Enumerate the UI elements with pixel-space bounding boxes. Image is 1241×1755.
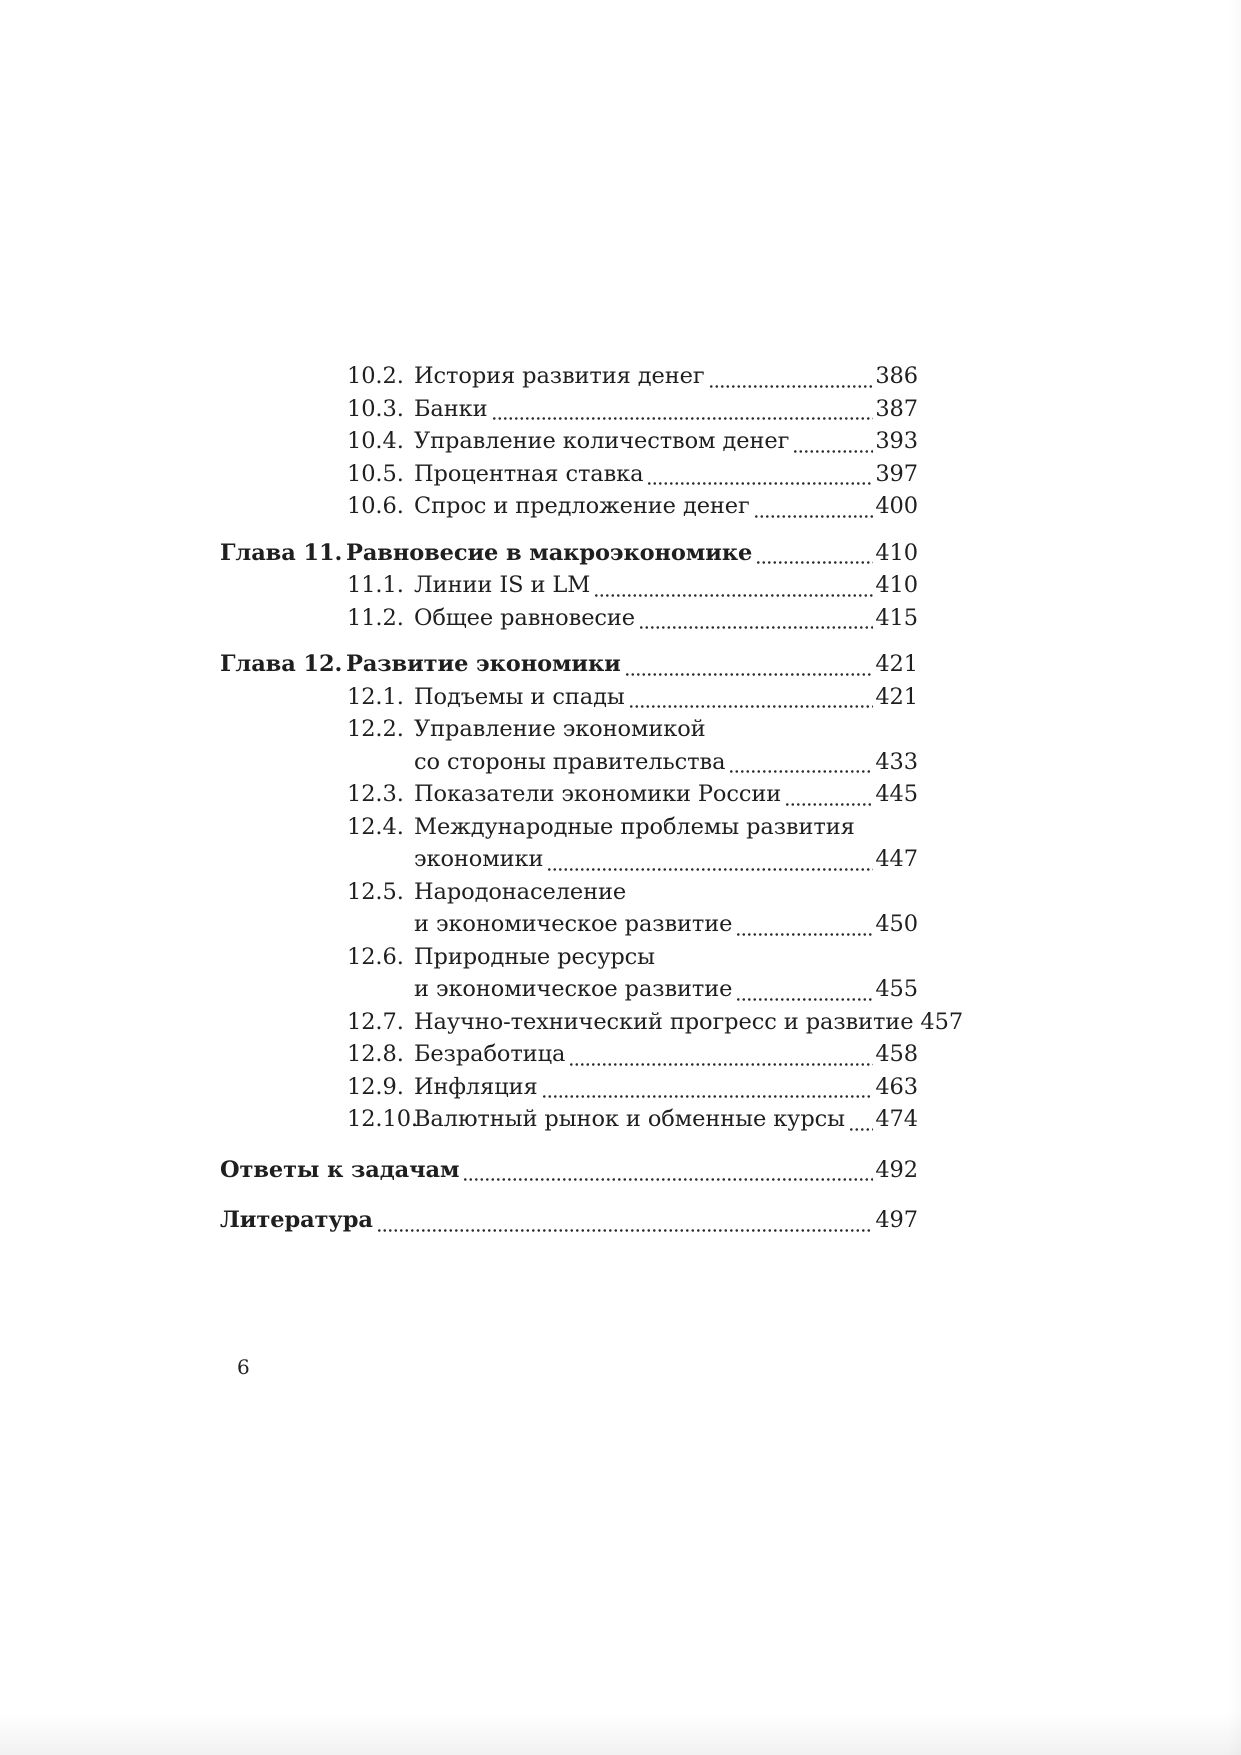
toc-entry-page: 387 (875, 395, 918, 422)
dot-leader (757, 561, 873, 564)
table-of-contents (220, 360, 964, 1237)
toc-entry-number: 12.3. (347, 781, 404, 807)
toc-entry (220, 746, 918, 779)
dot-leader (755, 515, 874, 518)
toc-entry-page: 386 (875, 363, 918, 389)
toc-entry-title: Ответы к задачам (220, 1156, 460, 1183)
toc-entry-title: экономики (414, 846, 544, 872)
toc-entry-page: 458 (875, 1041, 918, 1067)
toc-entry (220, 811, 918, 844)
toc-entry-title: Управление количеством денег (414, 428, 790, 454)
dot-leader (737, 933, 873, 936)
toc-entry (220, 713, 918, 746)
toc-entry (220, 1154, 918, 1187)
dot-leader (640, 626, 873, 629)
toc-entry-title: Банки (414, 395, 488, 422)
toc-entry (220, 602, 918, 635)
dot-leader (794, 450, 873, 453)
toc-entry-number: 11.2. (347, 604, 404, 631)
toc-entry-title: Валютный рынок и обменные курсы (414, 1106, 845, 1132)
toc-entry (220, 425, 918, 458)
toc-entry-number: 10.4. (347, 428, 404, 454)
toc-entry-number: 10.6. (347, 493, 404, 519)
toc-entry-page: 447 (875, 846, 918, 872)
toc-entry-number: 12.4. (347, 813, 404, 840)
toc-entry-page: 474 (875, 1106, 918, 1132)
toc-entry-title: Подъемы и спады (414, 683, 625, 710)
toc-entry-title: Природные ресурсы (414, 943, 655, 970)
toc-entry-title: Научно-технический прогресс и развитие (414, 1008, 914, 1035)
toc-entry-page: 421 (875, 683, 918, 710)
toc-entry-page: 457 (920, 1008, 964, 1035)
toc-entry (220, 393, 918, 426)
toc-entry-page: 421 (875, 651, 918, 677)
toc-entry-page: 400 (875, 493, 918, 519)
scan-shadow-bottom (0, 1713, 1241, 1755)
toc-entry (220, 843, 918, 876)
toc-entry-page: 455 (875, 976, 918, 1002)
dot-leader (648, 482, 873, 485)
toc-entry-number: 12.10. (347, 1106, 418, 1132)
toc-entry (220, 360, 918, 393)
toc-entry-title: Общее равновесие (414, 604, 636, 631)
toc-entry (220, 648, 918, 681)
toc-entry-page: 445 (875, 781, 918, 807)
toc-entry-title: Инфляция (414, 1073, 538, 1100)
toc-entry-number: 12.7. (347, 1008, 404, 1035)
toc-entry (220, 1071, 918, 1104)
toc-entry (220, 537, 918, 570)
toc-entry-page: 410 (875, 539, 918, 566)
toc-entry-number: 12.6. (347, 943, 404, 970)
toc-entry-title: Линии IS и LM (414, 572, 591, 598)
toc-entry-title: Спрос и предложение денег (414, 493, 750, 519)
dot-leader (595, 594, 873, 597)
dot-leader (493, 417, 874, 420)
toc-entry (220, 1103, 918, 1136)
toc-entry (220, 490, 918, 523)
toc-entry-number: 12.5. (347, 878, 404, 905)
toc-entry-number: Глава 11. (220, 539, 343, 566)
toc-entry-number: 12.1. (347, 683, 404, 710)
toc-entry-title: и экономическое развитие (414, 976, 733, 1002)
toc-entry (220, 908, 918, 941)
toc-entry (220, 941, 918, 974)
dot-leader (570, 1063, 873, 1066)
toc-entry-title: и экономическое развитие (414, 911, 733, 937)
dot-leader (730, 770, 873, 773)
toc-entry-page: 450 (875, 911, 918, 937)
dot-leader (850, 1128, 873, 1131)
dot-leader (464, 1178, 873, 1181)
toc-entry-number: 11.1. (347, 572, 404, 598)
toc-entry (220, 1204, 918, 1237)
toc-entry-title: Управление экономикой (414, 716, 706, 742)
toc-entry (220, 681, 918, 714)
toc-entry-number: 12.2. (347, 716, 404, 742)
toc-entry-page: 415 (875, 604, 918, 631)
toc-entry-page: 497 (875, 1207, 918, 1233)
toc-entry-page: 492 (875, 1156, 918, 1183)
toc-entry-title: Развитие экономики (346, 651, 621, 677)
toc-entry-title: Процентная ставка (414, 460, 644, 487)
dot-leader (626, 673, 874, 676)
toc-entry-title: со стороны правительства (414, 748, 726, 775)
page-number: 6 (237, 1355, 250, 1379)
toc-entry-number: 12.8. (347, 1041, 404, 1067)
toc-entry-title: Международные проблемы развития (414, 813, 855, 840)
dot-leader (543, 1095, 874, 1098)
toc-entry-title: Литература (220, 1207, 373, 1233)
toc-entry (220, 1038, 918, 1071)
toc-entry-number: 10.3. (347, 395, 404, 422)
dot-leader (630, 705, 874, 708)
scan-shadow-right (1227, 0, 1241, 1755)
toc-entry-title: Показатели экономики России (414, 781, 782, 807)
toc-entry-number: 10.5. (347, 460, 404, 487)
dot-leader (737, 998, 873, 1001)
toc-entry (220, 876, 918, 909)
dot-leader (710, 385, 874, 388)
toc-entry-number: 10.2. (347, 363, 404, 389)
toc-entry-title: Народонаселение (414, 878, 627, 905)
toc-entry-page: 433 (875, 748, 918, 775)
toc-entry-title: Равновесие в макроэкономике (346, 539, 753, 566)
toc-entry (220, 973, 918, 1006)
dot-leader (378, 1229, 874, 1232)
toc-entry-number: 12.9. (347, 1073, 404, 1100)
toc-entry (220, 458, 918, 491)
toc-entry (220, 1006, 964, 1039)
toc-entry-title: История развития денег (414, 363, 705, 389)
toc-entry-number: Глава 12. (220, 651, 343, 677)
toc-entry-title: Безработица (414, 1041, 566, 1067)
toc-entry (220, 569, 918, 602)
dot-leader (786, 803, 873, 806)
toc-entry (220, 778, 918, 811)
toc-entry-page: 393 (875, 428, 918, 454)
toc-entry-page: 397 (875, 460, 918, 487)
toc-entry-page: 463 (875, 1073, 918, 1100)
toc-entry-page: 410 (875, 572, 918, 598)
dot-leader (548, 868, 873, 871)
